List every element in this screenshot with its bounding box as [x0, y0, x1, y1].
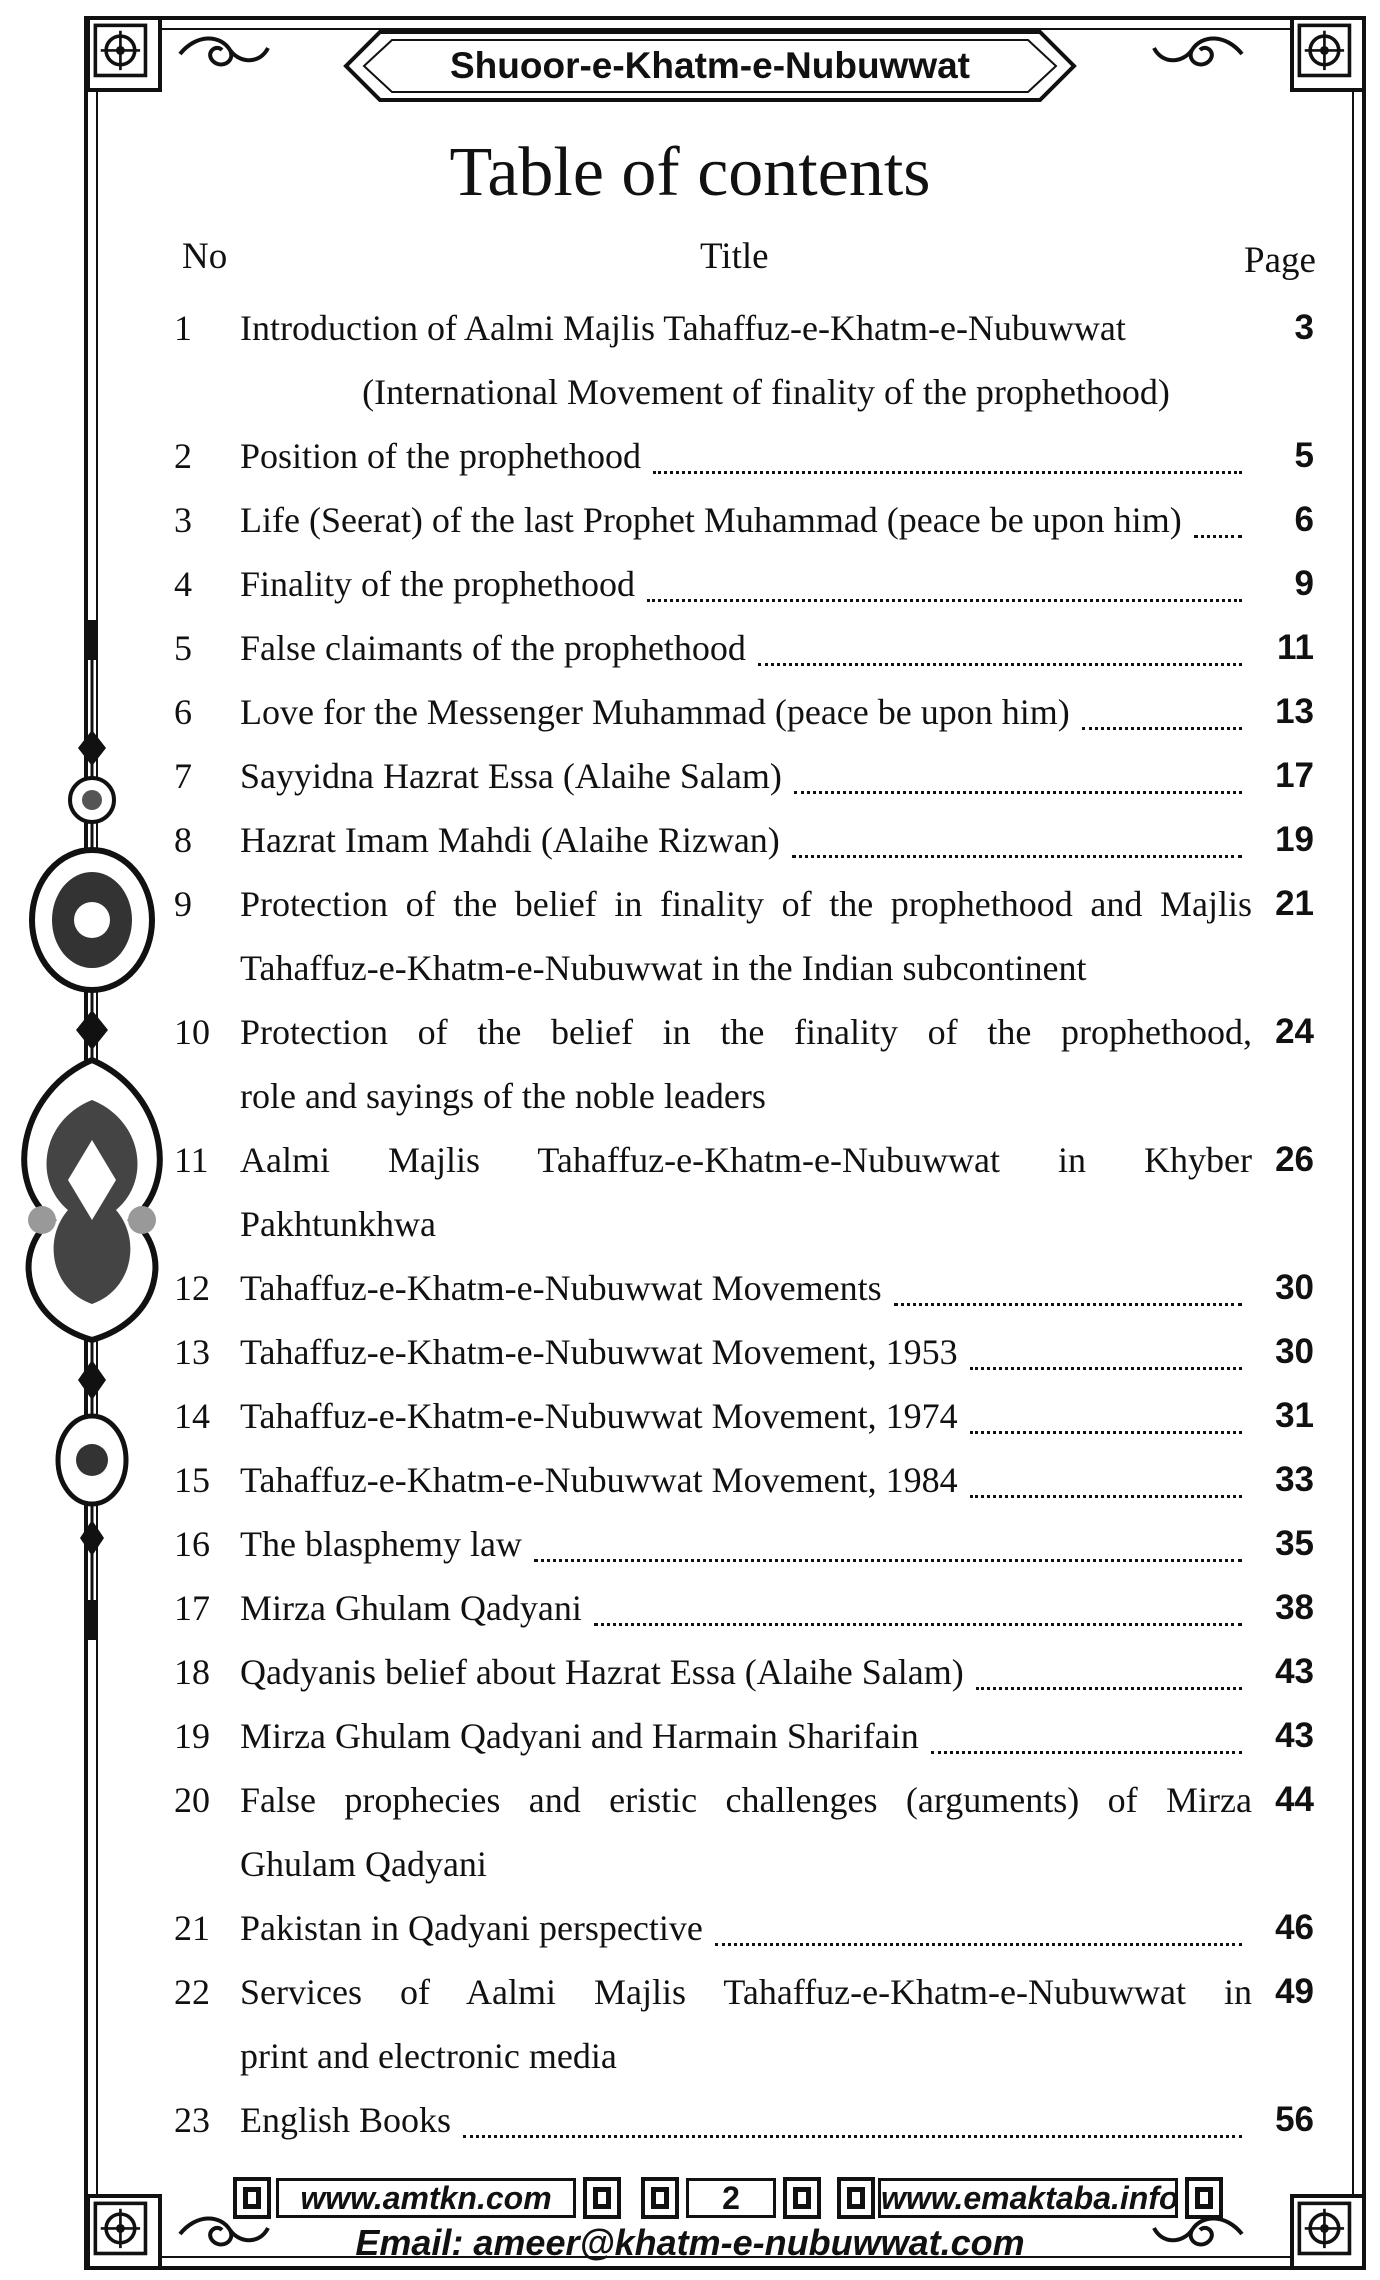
toc-entry-title: [240, 1448, 1252, 1512]
toc-entry-page: 49: [1275, 1972, 1314, 2011]
toc-entry-title: [240, 808, 1252, 872]
dot-leader: [970, 1367, 1242, 1370]
toc-entry-number: 5: [174, 628, 192, 668]
toc-entry-number: 22: [174, 1972, 210, 2012]
dot-leader: [653, 471, 1242, 474]
toc-entry-title-line: Qadyanis belief about Hazrat Essa (Alaihe Salam): [240, 1652, 964, 1692]
toc-entry-number: 19: [174, 1716, 210, 1756]
table-of-contents: [174, 296, 1314, 2152]
toc-entry-title: [240, 1000, 1252, 1128]
toc-entry[interactable]: [174, 1512, 1314, 1576]
toc-entry-page: 56: [1275, 2100, 1314, 2139]
header-banner: [340, 26, 1080, 106]
toc-entry-number: 20: [174, 1780, 210, 1820]
dot-leader: [1082, 727, 1242, 730]
dot-leader: [894, 1303, 1242, 1306]
toc-entry[interactable]: [174, 1640, 1314, 1704]
dot-leader: [758, 663, 1242, 666]
dot-leader: [647, 599, 1242, 602]
dot-leader: [463, 2135, 1242, 2138]
toc-entry-title: [240, 1128, 1252, 1256]
toc-entry[interactable]: [174, 1704, 1314, 1768]
toc-entry-title-line: Tahaffuz-e-Khatm-e-Nubuwwat in the Indian subcontinent: [240, 948, 1087, 988]
toc-entry-page: 9: [1294, 564, 1314, 603]
footer-ornament-icon: [640, 2176, 680, 2220]
footer-page-number: 2: [686, 2178, 776, 2218]
toc-entry-title-line: Tahaffuz-e-Khatm-e-Nubuwwat Movement, 1953: [240, 1332, 958, 1372]
toc-entry-title-line: (International Movement of finality of the prophethood): [362, 372, 1170, 412]
toc-entry-title-line: Tahaffuz-e-Khatm-e-Nubuwwat Movement, 1974: [240, 1396, 958, 1436]
toc-entry[interactable]: [174, 872, 1314, 1000]
toc-entry-page: 6: [1294, 500, 1314, 539]
column-header-no: No: [182, 236, 228, 277]
toc-entry-number: 3: [174, 500, 192, 540]
dot-leader: [594, 1623, 1242, 1626]
toc-entry[interactable]: [174, 1576, 1314, 1640]
toc-entry-page: 43: [1275, 1716, 1314, 1755]
toc-entry-title: [240, 1512, 1252, 1576]
dot-leader: [970, 1495, 1242, 1498]
footer-ornament-icon: [836, 2176, 876, 2220]
toc-entry[interactable]: [174, 1256, 1314, 1320]
toc-entry-title-line: Tahaffuz-e-Khatm-e-Nubuwwat Movements: [240, 1268, 882, 1308]
toc-entry-page: 11: [1277, 628, 1314, 667]
toc-entry-title: [240, 744, 1252, 808]
toc-entry-page: 24: [1275, 1012, 1314, 1051]
toc-entry-title: [240, 488, 1252, 552]
footer-ornament-icon: [1184, 2176, 1224, 2220]
toc-entry-page: 5: [1294, 436, 1314, 475]
toc-entry-number: 12: [174, 1268, 210, 1308]
toc-entry-title-line: Hazrat Imam Mahdi (Alaihe Rizwan): [240, 820, 780, 860]
toc-entry-title-line: False prophecies and eristic challenges (arguments) of Mirza: [240, 1780, 1252, 1820]
footer-website-left[interactable]: www.amtkn.com: [276, 2178, 576, 2218]
toc-entry-number: 16: [174, 1524, 210, 1564]
toc-entry-title-line: Love for the Messenger Muhammad (peace be upon him): [240, 692, 1070, 732]
toc-entry-title-line: Pakhtunkhwa: [240, 1204, 436, 1244]
toc-entry-title: [240, 1256, 1252, 1320]
toc-entry-title: [240, 1320, 1252, 1384]
toc-entry-page: 17: [1275, 756, 1314, 795]
toc-entry-title: [240, 1896, 1252, 1960]
toc-entry-title-line: role and sayings of the noble leaders: [240, 1076, 766, 1116]
toc-entry-title-line: print and electronic media: [240, 2036, 617, 2076]
toc-entry-title: [240, 424, 1252, 488]
toc-entry-title-line: Mirza Ghulam Qadyani and Harmain Sharifain: [240, 1716, 919, 1756]
toc-entry-number: 6: [174, 692, 192, 732]
dot-leader: [715, 1943, 1242, 1946]
toc-entry[interactable]: [174, 2088, 1314, 2152]
toc-entry-title: [240, 1640, 1252, 1704]
toc-entry-title-line: Position of the prophethood: [240, 436, 641, 476]
toc-entry-page: 30: [1275, 1332, 1314, 1371]
toc-entry-number: 11: [174, 1140, 209, 1180]
toc-entry[interactable]: [174, 296, 1314, 424]
toc-entry-number: 18: [174, 1652, 210, 1692]
toc-entry-page: 43: [1275, 1652, 1314, 1691]
toc-entry-number: 13: [174, 1332, 210, 1372]
toc-entry-page: 26: [1275, 1140, 1314, 1179]
toc-entry-title: [240, 680, 1252, 744]
corner-ornament-top-right: [1290, 16, 1366, 92]
toc-entry-number: 4: [174, 564, 192, 604]
toc-entry-title: [240, 1768, 1252, 1896]
toc-entry-title: [240, 1384, 1252, 1448]
toc-entry-title-line: Finality of the prophethood: [240, 564, 635, 604]
toc-entry-number: 7: [174, 756, 192, 796]
toc-entry-title-line: Ghulam Qadyani: [240, 1844, 487, 1884]
toc-entry-number: 23: [174, 2100, 210, 2140]
toc-entry-title: [240, 296, 1252, 424]
toc-entry-page: 38: [1275, 1588, 1314, 1627]
toc-entry[interactable]: [174, 1448, 1314, 1512]
toc-entry[interactable]: [174, 808, 1314, 872]
toc-entry[interactable]: [174, 1768, 1314, 1896]
toc-entry-title-line: Protection of the belief in the finality of the prophethood,: [240, 1012, 1252, 1052]
toc-entry-number: 8: [174, 820, 192, 860]
toc-entry-page: 30: [1275, 1268, 1314, 1307]
page-title: Table of contents: [449, 134, 931, 211]
toc-entry-page: 44: [1275, 1780, 1314, 1819]
toc-entry-page: 33: [1275, 1460, 1314, 1499]
toc-entry-page: 35: [1275, 1524, 1314, 1563]
dot-leader: [976, 1687, 1242, 1690]
toc-entry-number: 15: [174, 1460, 210, 1500]
toc-entry-title-line: The blasphemy law: [240, 1524, 522, 1564]
toc-entry[interactable]: [174, 1896, 1314, 1960]
toc-entry-title: [240, 552, 1252, 616]
dot-leader: [970, 1431, 1242, 1434]
toc-entry-number: 1: [174, 308, 192, 348]
toc-entry-title: [240, 1960, 1252, 2088]
toc-entry-title: [240, 1704, 1252, 1768]
corner-ornament-top-left: [86, 16, 162, 92]
toc-entry-title-line: English Books: [240, 2100, 452, 2140]
toc-entry-number: 9: [174, 884, 192, 924]
toc-entry[interactable]: [174, 424, 1314, 488]
side-arabesque-ornament: [12, 620, 172, 1640]
toc-entry-page: 13: [1275, 692, 1314, 731]
toc-entry-title-line: False claimants of the prophethood: [240, 628, 746, 668]
banner-title: Shuoor-e-Khatm-e-Nubuwwat: [449, 45, 971, 86]
toc-entry[interactable]: [174, 1000, 1314, 1128]
dot-leader: [792, 855, 1242, 858]
toc-entry-title-line: Aalmi Majlis Tahaffuz-e-Khatm-e-Nubuwwat in Khyber: [240, 1140, 1252, 1180]
toc-entry-title-line: Pakistan in Qadyani perspective: [240, 1908, 703, 1948]
toc-entry[interactable]: [174, 1384, 1314, 1448]
dot-leader: [794, 791, 1242, 794]
footer-ornament-icon: [232, 2176, 272, 2220]
footer-email[interactable]: Email: ameer@khatm-e-nubuwwat.com: [355, 2222, 1025, 2263]
scroll-ornament-top-left: [176, 30, 272, 78]
toc-entry-title-line: Life (Seerat) of the last Prophet Muhammad (peace be upon him): [240, 500, 1182, 540]
toc-entry-title: [240, 872, 1252, 1000]
toc-entry-title-line: Protection of the belief in finality of the prophethood and Majlis: [240, 884, 1252, 924]
toc-entry[interactable]: [174, 488, 1314, 552]
toc-entry-number: 10: [174, 1012, 210, 1052]
dot-leader: [931, 1751, 1242, 1754]
toc-entry-number: 17: [174, 1588, 210, 1628]
toc-entry-title: [240, 1576, 1252, 1640]
toc-entry[interactable]: [174, 1960, 1314, 2088]
toc-entry-page: 46: [1275, 1908, 1314, 1947]
scroll-ornament-top-right: [1150, 30, 1246, 78]
column-header-page: Page: [1244, 240, 1316, 281]
toc-entry-page: 21: [1275, 884, 1314, 923]
footer-ornament-icon: [782, 2176, 822, 2220]
toc-entry-title-line: Mirza Ghulam Qadyani: [240, 1588, 582, 1628]
toc-entry-page: 19: [1275, 820, 1314, 859]
column-header-title: Title: [700, 236, 769, 277]
toc-entry[interactable]: [174, 680, 1314, 744]
toc-entry-title-line: Introduction of Aalmi Majlis Tahaffuz-e-Khatm-e-Nubuwwat: [240, 308, 1126, 348]
toc-entry[interactable]: [174, 616, 1314, 680]
toc-entry[interactable]: [174, 1320, 1314, 1384]
toc-entry[interactable]: [174, 744, 1314, 808]
toc-entry-title: [240, 616, 1252, 680]
toc-entry-title-line: Services of Aalmi Majlis Tahaffuz-e-Khatm-e-Nubuwwat in: [240, 1972, 1252, 2012]
toc-entry-number: 2: [174, 436, 192, 476]
toc-entry-page: 3: [1294, 308, 1314, 347]
toc-entry-number: 21: [174, 1908, 210, 1948]
toc-entry[interactable]: [174, 552, 1314, 616]
footer-website-right[interactable]: www.emaktaba.info: [878, 2178, 1178, 2218]
footer-ornament-icon: [582, 2176, 622, 2220]
toc-entry-title-line: Sayyidna Hazrat Essa (Alaihe Salam): [240, 756, 782, 796]
toc-entry-page: 31: [1275, 1396, 1314, 1435]
toc-entry-title: [240, 2088, 1252, 2152]
toc-entry-title-line: Tahaffuz-e-Khatm-e-Nubuwwat Movement, 1984: [240, 1460, 958, 1500]
toc-entry-number: 14: [174, 1396, 210, 1436]
toc-entry[interactable]: [174, 1128, 1314, 1256]
dot-leader: [1194, 535, 1242, 538]
dot-leader: [534, 1559, 1242, 1562]
